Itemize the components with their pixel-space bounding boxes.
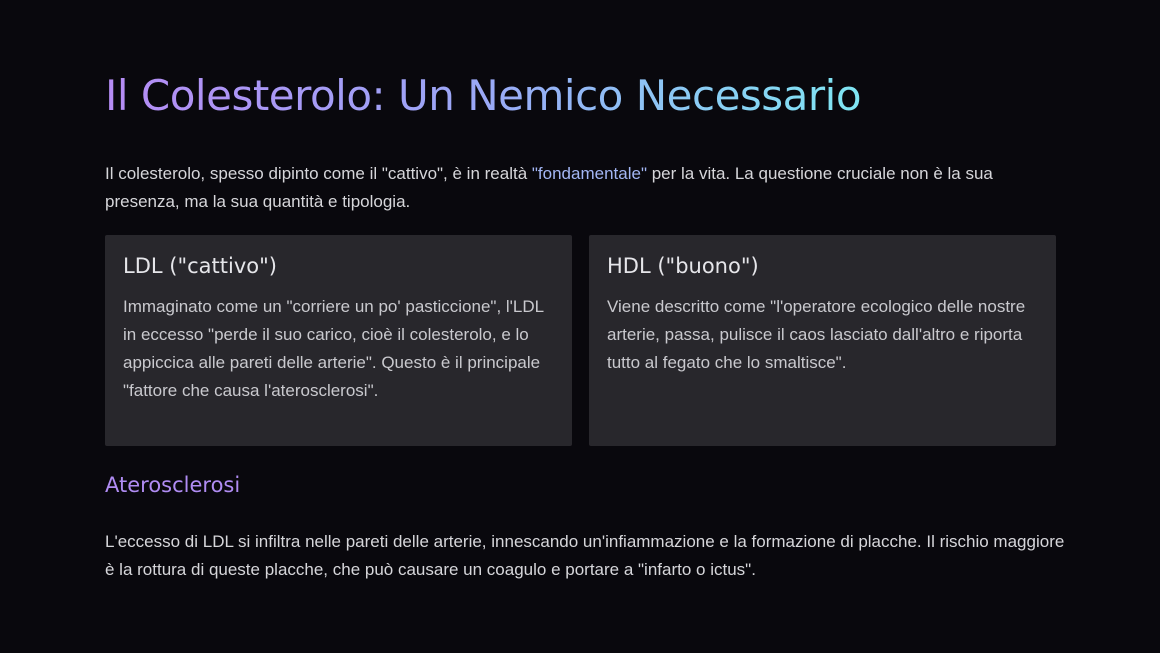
hdl-card bbox=[589, 235, 1056, 446]
intro-highlight: "fondamentale" bbox=[531, 164, 647, 183]
ldl-card bbox=[105, 235, 572, 446]
intro-text-before: Il colesterolo, spesso dipinto come il "cattivo", è in realtà bbox=[105, 164, 532, 183]
ldl-card-body: Immaginato come un "corriere un po' pasticcione", l'LDL in eccesso "perde il suo carico, cioè il colesterolo, e lo appiccica alle pareti delle arterie". Questo è il principale "fattore che causa l'aterosclerosi". bbox=[123, 297, 544, 400]
intro-paragraph bbox=[105, 160, 1056, 216]
section-heading: Aterosclerosi bbox=[105, 473, 241, 497]
ldl-card-title: LDL ("cattivo") bbox=[123, 254, 277, 278]
hdl-card-body: Viene descritto come "l'operatore ecologico delle nostre arterie, passa, pulisce il caos lasciato dall'altro e riporta tutto al fegato che lo smaltisce". bbox=[607, 297, 1026, 372]
slide bbox=[105, 0, 1065, 653]
slide-title: Il Colesterolo: Un Nemico Necessario bbox=[105, 66, 861, 126]
section-body: L'eccesso di LDL si infiltra nelle pareti delle arterie, innescando un'infiammazione e la formazione di placche. Il rischio maggiore è la rottura di queste placche, che può causare un coagulo e portare a "infarto o ictus". bbox=[105, 532, 1065, 579]
intro-text-after: per la vita. La questione cruciale non è la sua presenza, ma la sua quantità e tipologia. bbox=[105, 164, 993, 211]
hdl-card-title: HDL ("buono") bbox=[607, 254, 759, 278]
